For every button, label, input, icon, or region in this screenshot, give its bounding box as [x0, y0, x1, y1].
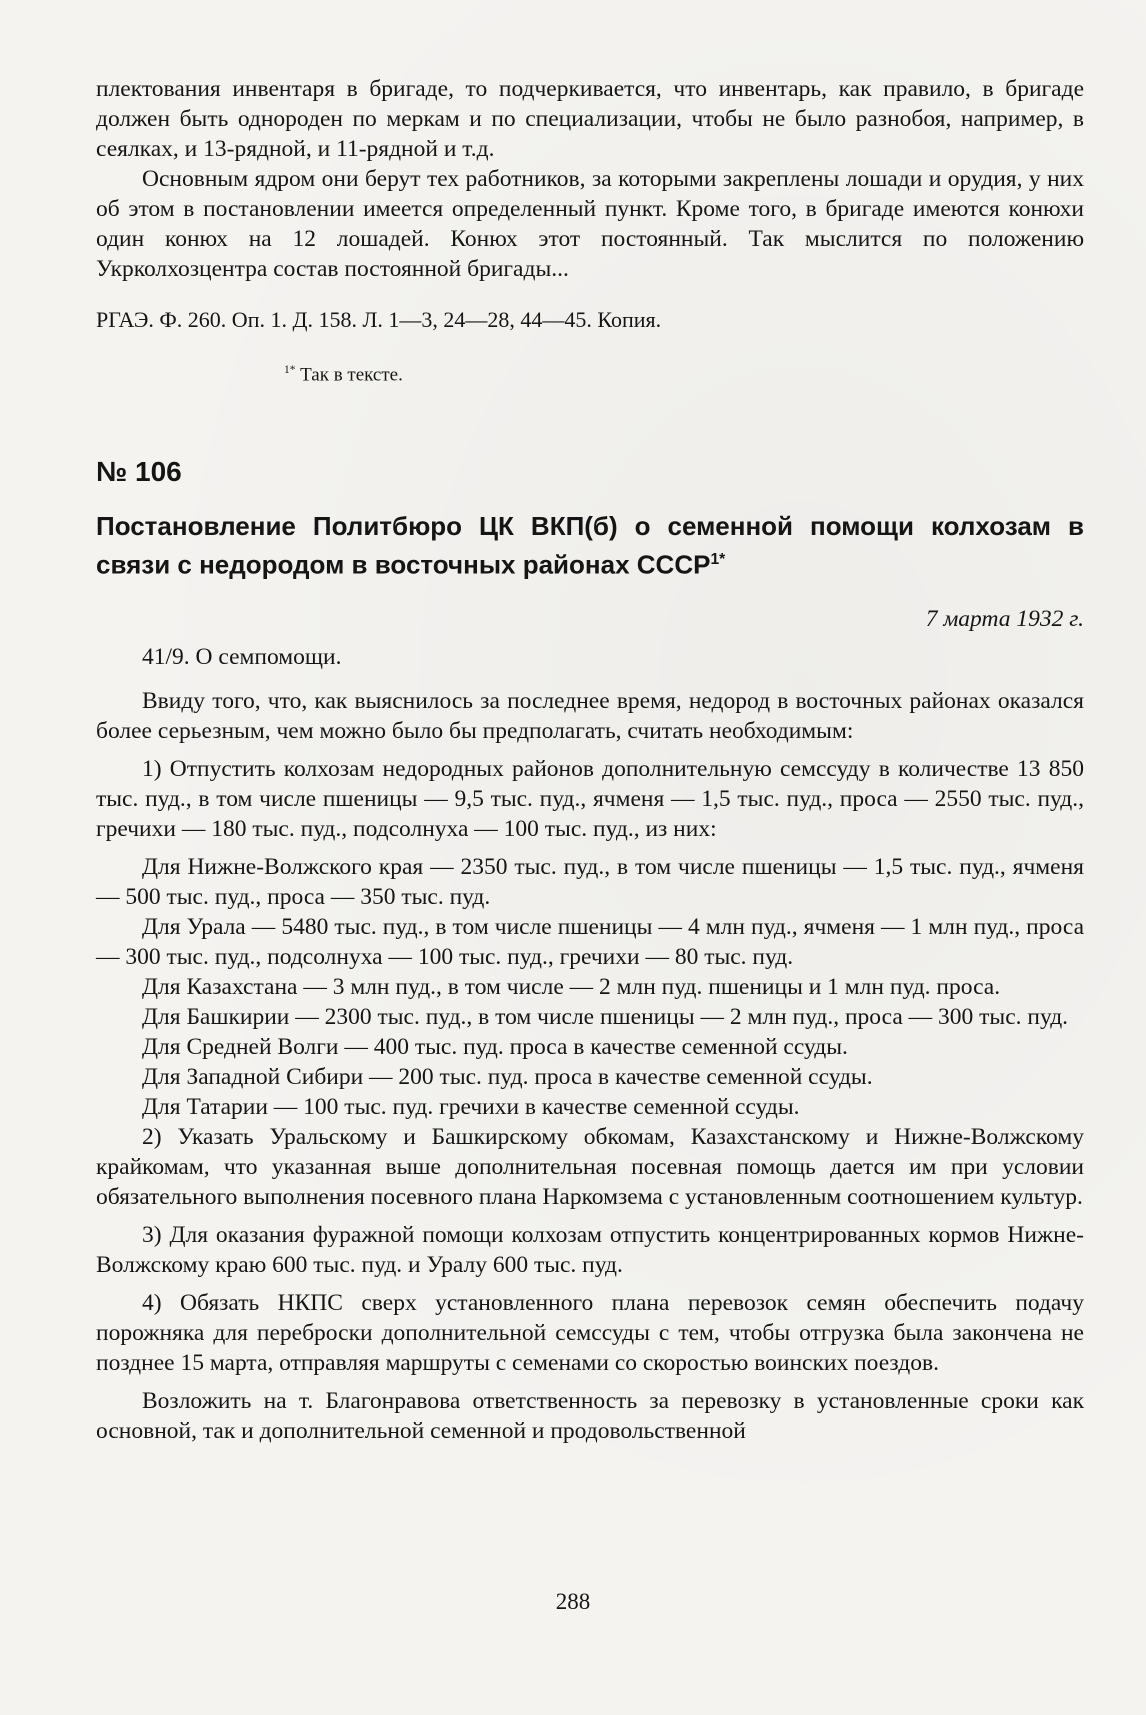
- paragraph-item-2: 2) Указать Уральскому и Башкирскому обкомам, Казахстанскому и Нижне-Волжскому крайкомам, что указанная выше дополнительная посевная помощь дается им при условии обязательного выполнения посевного плана Наркомзема с установленным соотношением культур.: [96, 1123, 1084, 1210]
- footnote: [284, 358, 1084, 387]
- paragraph-ural: Для Урала — 5480 тыс. пуд., в том числе пшеницы — 4 млн пуд., ячменя — 1 млн пуд., проса — 300 тыс. пуд., подсолнуха — 100 тыс. пуд., гречихи — 80 тыс. пуд.: [96, 913, 1084, 970]
- footnote-text: Так в тексте.: [300, 364, 403, 386]
- archive-source: РГАЭ. Ф. 260. Оп. 1. Д. 158. Л. 1—3, 24—28, 44—45. Копия.: [96, 307, 662, 332]
- paragraph-tataria: Для Татарии — 100 тыс. пуд. гречихи в качестве семенной ссуды.: [142, 1093, 800, 1120]
- document-title: [96, 509, 1084, 582]
- paragraph-nizhne-volzhsky: Для Нижне-Волжского края — 2350 тыс. пуд., в том числе пшеницы — 1,5 тыс. пуд., ячменя — 500 тыс. пуд., проса — 350 тыс. пуд.: [96, 853, 1084, 910]
- paragraph-item-3: 3) Для оказания фуражной помощи колхозам отпустить концентрированных кормов Нижне-Волжскому краю 600 тыс. пуд. и Уралу 600 тыс. пуд.: [96, 1221, 1084, 1278]
- paragraph-item-4: 4) Обязать НКПС сверх установленного плана перевозок семян обеспечить подачу порожняка для переброски дополнительной семссуды с тем, чтобы отгрузка была закончена не позднее 15 марта, отправляя маршруты с семенами со скоростью воинских поездов.: [96, 1289, 1084, 1376]
- document-date: 7 марта 1932 г.: [925, 605, 1084, 632]
- footnote-mark: 1*: [284, 364, 296, 376]
- paragraph-zapadnaya-sibir: Для Западной Сибири — 200 тыс. пуд. проса в качестве семенной ссуды.: [142, 1063, 873, 1090]
- document-title-mark: 1*: [710, 551, 726, 569]
- document-code: 41/9. О семпомощи.: [142, 643, 342, 670]
- intro-paragraph-1: плектования инвентаря в бригаде, то подчеркивается, что инвентарь, как правило, в бригаде должен быть однороден по меркам и по специализации, чтобы не было разнобоя, например, в сеялках, и 13-рядной, и 11-рядной и т.д.: [96, 76, 1084, 162]
- paragraph-bashkiria: Для Башкирии — 2300 тыс. пуд., в том числе пшеницы — 2 млн пуд., проса — 300 тыс. пуд.: [142, 1003, 1069, 1030]
- paragraph-kazakhstan: Для Казахстана — 3 млн пуд., в том числе — 2 млн пуд. пшеницы и 1 млн пуд. проса.: [142, 973, 1001, 1000]
- document-number: № 106: [96, 456, 182, 488]
- intro-paragraph-2: Основным ядром они берут тех работников, за которыми закреплены лошади и орудия, у них об этом в постановлении имеется определенный пункт. Кроме того, в бригаде имеются конюхи один конюх на 12 лошадей. Конюх этот постоянный. Так мыслится по положению Укрколхозцентра состав постоянной бригады...: [96, 166, 1084, 282]
- paragraph-item-1: 1) Отпустить колхозам недородных районов дополнительную семссуду в количестве 13 850 тыс. пуд., в том числе пшеницы — 9,5 тыс. пуд., ячменя — 1,5 тыс. пуд., проса — 2550 тыс. пуд., гречихи — 180 тыс. пуд., подсолнуха — 100 тыс. пуд., из них:: [96, 755, 1084, 842]
- document-title-text: Постановление Политбюро ЦК ВКП(б) о семенной помощи колхозам в связи с недородом в восточных районах СССР: [96, 511, 1084, 580]
- page-number: 288: [555, 1589, 591, 1614]
- paragraph-final: Возложить на т. Благонравова ответственность за перевозку в установленные сроки как основной, так и дополнительной семенной и продовольственной: [96, 1387, 1084, 1444]
- paragraph-preamble: Ввиду того, что, как выяснилось за последнее время, недород в восточных районах оказался более серьезным, чем можно было бы предполагать, считать необходимым:: [96, 687, 1084, 744]
- paragraph-srednyaya-volga: Для Средней Волги — 400 тыс. пуд. проса в качестве семенной ссуды.: [142, 1033, 848, 1060]
